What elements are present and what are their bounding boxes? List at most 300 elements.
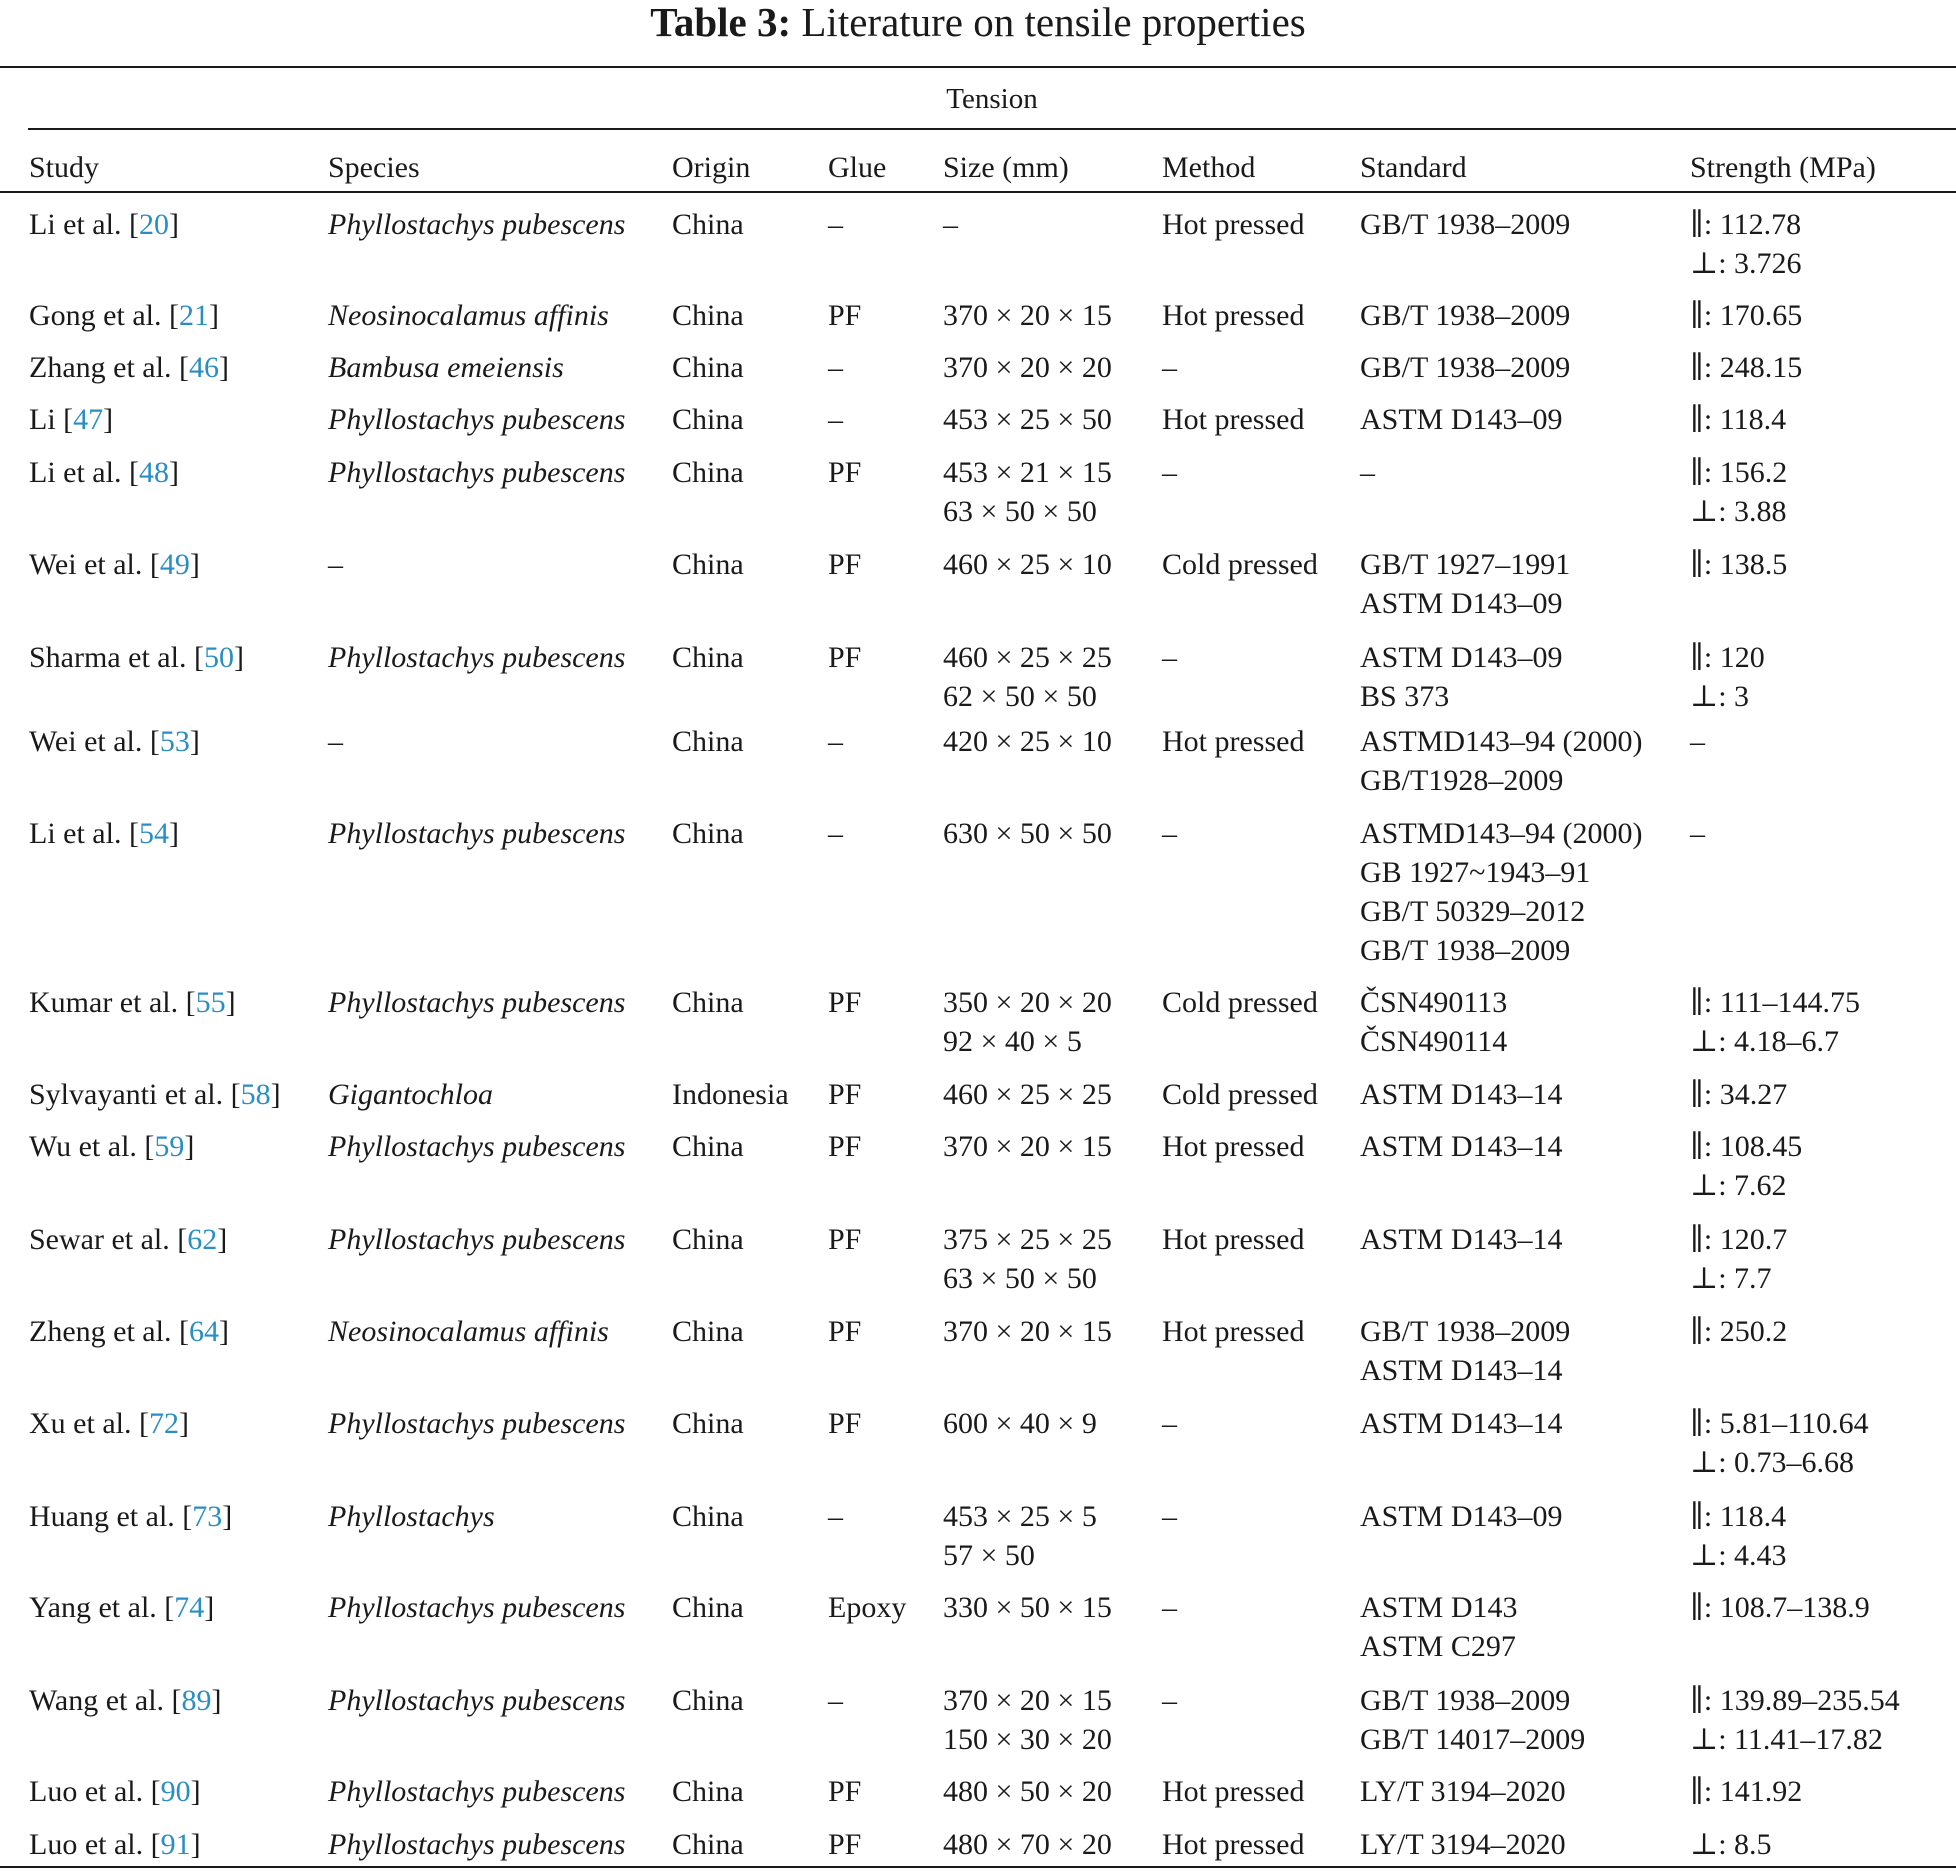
origin-text: China xyxy=(672,1500,744,1533)
method-text: Cold pressed xyxy=(1162,1078,1318,1111)
species-cell xyxy=(328,545,343,584)
standard-cell xyxy=(1360,1404,1563,1443)
group-rule xyxy=(28,128,1956,130)
ref-bracket: ] xyxy=(190,1775,201,1808)
strength-cell-line: ∥: 108.7–138.9 xyxy=(1690,1591,1870,1624)
standard-cell-line: ASTM D143–14 xyxy=(1360,1078,1563,1111)
ref-bracket: ] xyxy=(218,351,229,384)
strength-cell xyxy=(1690,1825,1772,1864)
method-text: Hot pressed xyxy=(1162,1223,1305,1256)
strength-cell xyxy=(1690,722,1705,761)
ref-bracket: [ xyxy=(171,1315,189,1348)
citation-link[interactable]: 47 xyxy=(73,403,104,436)
strength-cell xyxy=(1690,638,1765,716)
standard-cell-line: GB/T 1938–2009 xyxy=(1360,208,1571,241)
standard-cell xyxy=(1360,1825,1566,1864)
ref-bracket: ] xyxy=(103,403,114,436)
citation-link[interactable]: 46 xyxy=(188,351,219,384)
origin-cell xyxy=(672,722,744,761)
method-cell xyxy=(1162,348,1177,387)
origin-cell xyxy=(672,545,744,584)
citation-link[interactable]: 21 xyxy=(178,299,209,332)
glue-text: PF xyxy=(828,1130,862,1163)
size-cell-line: 375 × 25 × 25 xyxy=(943,1223,1112,1256)
bottom-rule xyxy=(0,1866,1956,1868)
ref-bracket: ] xyxy=(190,1828,201,1861)
size-cell xyxy=(943,1075,1112,1114)
glue-text: PF xyxy=(828,548,862,581)
standard-cell xyxy=(1360,638,1563,716)
study-cell xyxy=(29,400,113,439)
study-author: Wu et al. xyxy=(29,1130,137,1163)
origin-text: China xyxy=(672,1130,744,1163)
citation-link[interactable]: 59 xyxy=(154,1130,185,1163)
species-cell xyxy=(328,1772,625,1811)
study-cell xyxy=(29,1497,232,1536)
origin-text: Indonesia xyxy=(672,1078,789,1111)
study-author: Li xyxy=(29,403,56,436)
species-cell xyxy=(328,1312,609,1351)
method-text: – xyxy=(1162,1407,1177,1440)
size-cell-line: 453 × 25 × 50 xyxy=(943,403,1112,436)
ref-bracket: ] xyxy=(189,548,200,581)
species-cell xyxy=(328,638,625,677)
glue-text: PF xyxy=(828,1828,862,1861)
standard-cell-line: GB/T1928–2009 xyxy=(1360,764,1564,797)
ref-bracket: [ xyxy=(131,1407,149,1440)
species-cell xyxy=(328,205,625,244)
glue-text: Epoxy xyxy=(828,1591,907,1624)
group-header: Tension xyxy=(946,83,1038,115)
ref-bracket: [ xyxy=(186,641,204,674)
ref-bracket: [ xyxy=(142,725,160,758)
origin-text: China xyxy=(672,1223,744,1256)
glue-text: PF xyxy=(828,299,862,332)
origin-text: China xyxy=(672,1591,744,1624)
origin-text: China xyxy=(672,403,744,436)
species-cell xyxy=(328,348,564,387)
size-cell xyxy=(943,205,958,244)
study-author: Sylvayanti et al. xyxy=(29,1078,224,1111)
method-cell xyxy=(1162,1772,1304,1811)
glue-text: – xyxy=(828,725,843,758)
size-cell xyxy=(943,348,1112,387)
strength-cell-line: – xyxy=(1690,817,1705,850)
standard-cell-line: ASTM D143–09 xyxy=(1360,1500,1563,1533)
species-text: Bambusa emeiensis xyxy=(328,351,564,384)
study-cell xyxy=(29,1312,229,1351)
size-cell xyxy=(943,545,1112,584)
origin-cell xyxy=(672,296,744,335)
study-cell xyxy=(29,638,244,677)
standard-cell-line: ČSN490113 xyxy=(1360,986,1508,1019)
strength-cell-line: ∥: 108.45 xyxy=(1690,1130,1803,1163)
ref-bracket: [ xyxy=(121,456,139,489)
glue-text: PF xyxy=(828,456,862,489)
method-cell xyxy=(1162,205,1304,244)
method-cell xyxy=(1162,545,1318,584)
size-cell xyxy=(943,1497,1097,1575)
strength-cell xyxy=(1690,1772,1802,1811)
glue-cell xyxy=(828,453,861,492)
origin-text: China xyxy=(672,817,744,850)
standard-cell-line: ASTM D143–09 xyxy=(1360,403,1563,436)
species-cell xyxy=(328,1497,495,1536)
standard-cell-line: ASTM D143–14 xyxy=(1360,1354,1563,1387)
citation-link[interactable]: 58 xyxy=(240,1078,271,1111)
method-text: Hot pressed xyxy=(1162,403,1305,436)
citation-link[interactable]: 55 xyxy=(195,986,226,1019)
citation-link[interactable]: 64 xyxy=(188,1315,219,1348)
species-cell xyxy=(328,1681,625,1720)
standard-cell-line: GB/T 50329–2012 xyxy=(1360,895,1586,928)
standard-cell xyxy=(1360,296,1570,335)
origin-cell xyxy=(672,1772,744,1811)
ref-bracket: [ xyxy=(169,1223,188,1256)
ref-bracket: [ xyxy=(174,1500,193,1533)
standard-cell-line: ČSN490114 xyxy=(1360,1025,1508,1058)
method-cell xyxy=(1162,1312,1304,1351)
study-author: Li et al. xyxy=(29,817,122,850)
glue-cell xyxy=(828,1312,861,1351)
standard-cell-line: GB/T 1938–2009 xyxy=(1360,934,1571,967)
ref-bracket: [ xyxy=(178,986,196,1019)
study-cell xyxy=(29,1772,201,1811)
species-text: Phyllostachys pubescens xyxy=(328,1591,626,1624)
ref-bracket: ] xyxy=(204,1591,215,1624)
strength-cell-line: ∥: 120 xyxy=(1690,641,1765,674)
species-text: Phyllostachys pubescens xyxy=(328,1130,626,1163)
strength-cell xyxy=(1690,1312,1787,1351)
standard-cell xyxy=(1360,1497,1563,1536)
citation-link[interactable]: 49 xyxy=(159,548,190,581)
origin-cell xyxy=(672,205,744,244)
species-cell xyxy=(328,814,625,853)
species-cell xyxy=(328,1404,625,1443)
origin-cell xyxy=(672,1220,744,1259)
origin-cell xyxy=(672,1312,744,1351)
study-cell xyxy=(29,1075,281,1114)
standard-cell-line: BS 373 xyxy=(1360,680,1450,713)
size-cell-line: 420 × 25 × 10 xyxy=(943,725,1112,758)
col-header-study: Study xyxy=(29,151,100,184)
method-cell xyxy=(1162,638,1177,677)
origin-cell xyxy=(672,453,744,492)
strength-cell-line: ⊥: 3 xyxy=(1690,680,1750,713)
method-cell xyxy=(1162,1681,1177,1720)
col-header-standard: Standard xyxy=(1360,151,1467,184)
study-author: Luo et al. xyxy=(29,1775,144,1808)
study-cell xyxy=(29,348,229,387)
size-cell-line: 370 × 20 × 15 xyxy=(943,1684,1112,1717)
method-cell xyxy=(1162,1075,1318,1114)
size-cell xyxy=(943,1772,1112,1811)
size-cell-line: 480 × 70 × 20 xyxy=(943,1828,1112,1861)
standard-cell xyxy=(1360,205,1570,244)
standard-cell-line: ASTMD143–94 (2000) xyxy=(1360,725,1643,758)
study-cell xyxy=(29,1681,222,1720)
method-text: – xyxy=(1162,1500,1177,1533)
citation-link[interactable]: 72 xyxy=(148,1407,179,1440)
standard-cell-line: GB/T 1938–2009 xyxy=(1360,299,1571,332)
species-text: Phyllostachys pubescens xyxy=(328,817,626,850)
size-cell-line: 350 × 20 × 20 xyxy=(943,986,1112,1019)
glue-text: – xyxy=(828,403,843,436)
strength-cell xyxy=(1690,983,1860,1061)
strength-cell-line: ⊥: 3.726 xyxy=(1690,247,1802,280)
size-cell-line: 630 × 50 × 50 xyxy=(943,817,1112,850)
origin-text: China xyxy=(672,1315,744,1348)
species-text: Phyllostachys pubescens xyxy=(328,1684,626,1717)
origin-text: China xyxy=(672,986,744,1019)
method-text: – xyxy=(1162,1591,1177,1624)
size-cell-line: 480 × 50 × 20 xyxy=(943,1775,1112,1808)
table-caption xyxy=(0,0,1956,44)
ref-bracket: [ xyxy=(142,548,160,581)
glue-text: – xyxy=(828,1500,843,1533)
study-author: Yang et al. xyxy=(29,1591,157,1624)
study-cell xyxy=(29,545,200,584)
method-cell xyxy=(1162,400,1304,439)
origin-cell xyxy=(672,814,744,853)
strength-cell xyxy=(1690,1404,1869,1482)
size-cell xyxy=(943,1588,1112,1627)
method-cell xyxy=(1162,1497,1177,1536)
ref-bracket: ] xyxy=(184,1130,195,1163)
species-text: Phyllostachys pubescens xyxy=(328,1223,626,1256)
size-cell-line: 370 × 20 × 15 xyxy=(943,1130,1112,1163)
citation-link[interactable]: 91 xyxy=(160,1828,191,1861)
strength-cell-line: ∥: 120.7 xyxy=(1690,1223,1788,1256)
origin-text: China xyxy=(672,1775,744,1808)
size-cell-line: 460 × 25 × 25 xyxy=(943,641,1112,674)
size-cell xyxy=(943,1127,1112,1166)
ref-bracket: ] xyxy=(233,641,244,674)
glue-cell xyxy=(828,1497,843,1536)
origin-cell xyxy=(672,1825,744,1864)
study-cell xyxy=(29,1825,201,1864)
species-text: Phyllostachys pubescens xyxy=(328,456,626,489)
strength-cell xyxy=(1690,1497,1787,1575)
species-text: – xyxy=(328,725,343,758)
origin-text: China xyxy=(672,456,744,489)
method-text: Hot pressed xyxy=(1162,725,1305,758)
size-cell xyxy=(943,1404,1097,1443)
standard-cell xyxy=(1360,1772,1566,1811)
study-author: Li et al. xyxy=(29,208,122,241)
strength-cell xyxy=(1690,1220,1787,1298)
strength-cell-line: ∥: 34.27 xyxy=(1690,1078,1788,1111)
species-text: Phyllostachys pubescens xyxy=(328,1828,626,1861)
species-cell xyxy=(328,1825,625,1864)
method-text: Hot pressed xyxy=(1162,208,1305,241)
standard-cell xyxy=(1360,1681,1585,1759)
strength-cell-line: ∥: 170.65 xyxy=(1690,299,1803,332)
citation-link[interactable]: 48 xyxy=(138,456,169,489)
citation-link[interactable]: 73 xyxy=(192,1500,223,1533)
size-cell xyxy=(943,814,1112,853)
strength-cell-line: ⊥: 4.43 xyxy=(1690,1539,1787,1572)
ref-bracket: ] xyxy=(189,725,200,758)
ref-bracket: ] xyxy=(208,299,219,332)
size-cell-line: 370 × 20 × 20 xyxy=(943,351,1112,384)
citation-link[interactable]: 53 xyxy=(159,725,190,758)
glue-cell xyxy=(828,983,861,1022)
species-cell xyxy=(328,983,625,1022)
study-cell xyxy=(29,814,179,853)
size-cell-line: 453 × 25 × 5 xyxy=(943,1500,1097,1533)
study-cell xyxy=(29,1127,194,1166)
glue-text: PF xyxy=(828,1407,862,1440)
study-author: Wang et al. xyxy=(29,1684,165,1717)
species-text: Phyllostachys pubescens xyxy=(328,403,626,436)
study-author: Li et al. xyxy=(29,456,122,489)
origin-text: China xyxy=(672,1407,744,1440)
method-text: Cold pressed xyxy=(1162,548,1318,581)
species-cell xyxy=(328,722,343,761)
standard-cell xyxy=(1360,545,1570,623)
ref-bracket: ] xyxy=(270,1078,281,1111)
species-cell xyxy=(328,1075,493,1114)
glue-cell xyxy=(828,400,843,439)
col-header-species: Species xyxy=(328,151,420,184)
origin-text: China xyxy=(672,725,744,758)
ref-bracket: [ xyxy=(121,817,139,850)
citation-link[interactable]: 54 xyxy=(138,817,169,850)
glue-text: – xyxy=(828,351,843,384)
species-cell xyxy=(328,1588,625,1627)
strength-cell xyxy=(1690,296,1802,335)
origin-text: China xyxy=(672,299,744,332)
size-cell-line: 453 × 21 × 15 xyxy=(943,456,1112,489)
citation-link[interactable]: 62 xyxy=(187,1223,218,1256)
glue-text: – xyxy=(828,208,843,241)
standard-cell-line: ASTM D143–14 xyxy=(1360,1407,1563,1440)
method-text: Hot pressed xyxy=(1162,1828,1305,1861)
study-cell xyxy=(29,1220,227,1259)
standard-cell xyxy=(1360,983,1507,1061)
citation-link[interactable]: 50 xyxy=(203,641,234,674)
study-author: Kumar et al. xyxy=(29,986,179,1019)
size-cell-line: 62 × 50 × 50 xyxy=(943,680,1097,713)
method-text: Cold pressed xyxy=(1162,986,1318,1019)
strength-cell xyxy=(1690,348,1802,387)
strength-cell-line: ⊥: 11.41–17.82 xyxy=(1690,1723,1883,1756)
origin-text: China xyxy=(672,208,744,241)
size-cell xyxy=(943,1220,1112,1298)
strength-cell-line: ⊥: 7.62 xyxy=(1690,1169,1787,1202)
ref-bracket: ] xyxy=(225,986,236,1019)
glue-cell xyxy=(828,296,861,335)
col-header-origin: Origin xyxy=(672,151,751,184)
standard-cell-line: GB/T 1938–2009 xyxy=(1360,1315,1571,1348)
strength-cell-line: ∥: 139.89–235.54 xyxy=(1690,1684,1900,1717)
standard-cell-line: ASTM D143–09 xyxy=(1360,641,1563,674)
glue-cell xyxy=(828,1588,906,1627)
col-header-strength: Strength (MPa) xyxy=(1690,151,1876,184)
size-cell xyxy=(943,1825,1112,1864)
ref-bracket: ] xyxy=(217,1223,228,1256)
study-author: Wei et al. xyxy=(29,548,143,581)
caption-text: Literature on tensile properties xyxy=(801,0,1306,45)
ref-bracket: ] xyxy=(168,456,179,489)
size-cell-line: 92 × 40 × 5 xyxy=(943,1025,1082,1058)
standard-cell xyxy=(1360,722,1643,800)
glue-cell xyxy=(828,1825,861,1864)
citation-link[interactable]: 20 xyxy=(138,208,169,241)
ref-bracket: ] xyxy=(218,1315,229,1348)
ref-bracket: [ xyxy=(55,403,74,436)
glue-cell xyxy=(828,348,843,387)
strength-cell-line: ∥: 5.81–110.64 xyxy=(1690,1407,1869,1440)
method-cell xyxy=(1162,1127,1304,1166)
strength-cell-line: ∥: 118.4 xyxy=(1690,1500,1787,1533)
method-cell xyxy=(1162,1404,1177,1443)
standard-cell xyxy=(1360,1075,1563,1114)
standard-cell-line: GB/T 1927–1991 xyxy=(1360,548,1571,581)
strength-cell-line: ⊥: 8.5 xyxy=(1690,1828,1772,1861)
origin-cell xyxy=(672,1127,744,1166)
citation-link[interactable]: 90 xyxy=(160,1775,191,1808)
glue-cell xyxy=(828,638,861,677)
citation-link[interactable]: 74 xyxy=(174,1591,205,1624)
species-text: Neosinocalamus affinis xyxy=(328,299,609,332)
strength-cell-line: ∥: 250.2 xyxy=(1690,1315,1788,1348)
glue-cell xyxy=(828,1220,861,1259)
size-cell xyxy=(943,1681,1112,1759)
species-text: Gigantochloa xyxy=(328,1078,493,1111)
ref-bracket: [ xyxy=(136,1130,155,1163)
species-cell xyxy=(328,296,609,335)
caption-label: Table 3: xyxy=(650,0,792,45)
species-text: Phyllostachys pubescens xyxy=(328,208,626,241)
strength-cell-line: ∥: 156.2 xyxy=(1690,456,1788,489)
standard-cell xyxy=(1360,1312,1570,1390)
origin-text: China xyxy=(672,1684,744,1717)
ref-bracket: [ xyxy=(143,1775,161,1808)
standard-cell xyxy=(1360,1220,1563,1259)
size-cell-line: 150 × 30 × 20 xyxy=(943,1723,1112,1756)
standard-cell-line: ASTM D143–14 xyxy=(1360,1130,1563,1163)
origin-cell xyxy=(672,348,744,387)
species-text: – xyxy=(328,548,343,581)
strength-cell-line: ∥: 112.78 xyxy=(1690,208,1802,241)
citation-link[interactable]: 89 xyxy=(181,1684,212,1717)
origin-cell xyxy=(672,1075,789,1114)
size-cell-line: 63 × 50 × 50 xyxy=(943,495,1097,528)
strength-cell xyxy=(1690,1681,1900,1759)
strength-cell xyxy=(1690,453,1787,531)
ref-bracket: [ xyxy=(156,1591,175,1624)
glue-text: PF xyxy=(828,986,862,1019)
strength-cell xyxy=(1690,1075,1787,1114)
glue-cell xyxy=(828,1772,861,1811)
study-author: Zhang et al. xyxy=(29,351,172,384)
ref-bracket: [ xyxy=(161,299,179,332)
size-cell xyxy=(943,638,1112,716)
col-header-method: Method xyxy=(1162,151,1256,184)
size-cell-line: 370 × 20 × 15 xyxy=(943,1315,1112,1348)
standard-cell xyxy=(1360,348,1570,387)
method-cell xyxy=(1162,1220,1304,1259)
method-cell xyxy=(1162,722,1304,761)
species-text: Phyllostachys pubescens xyxy=(328,1775,626,1808)
size-cell xyxy=(943,1312,1112,1351)
strength-cell xyxy=(1690,545,1787,584)
ref-bracket: [ xyxy=(143,1828,161,1861)
study-author: Wei et al. xyxy=(29,725,143,758)
origin-text: China xyxy=(672,351,744,384)
